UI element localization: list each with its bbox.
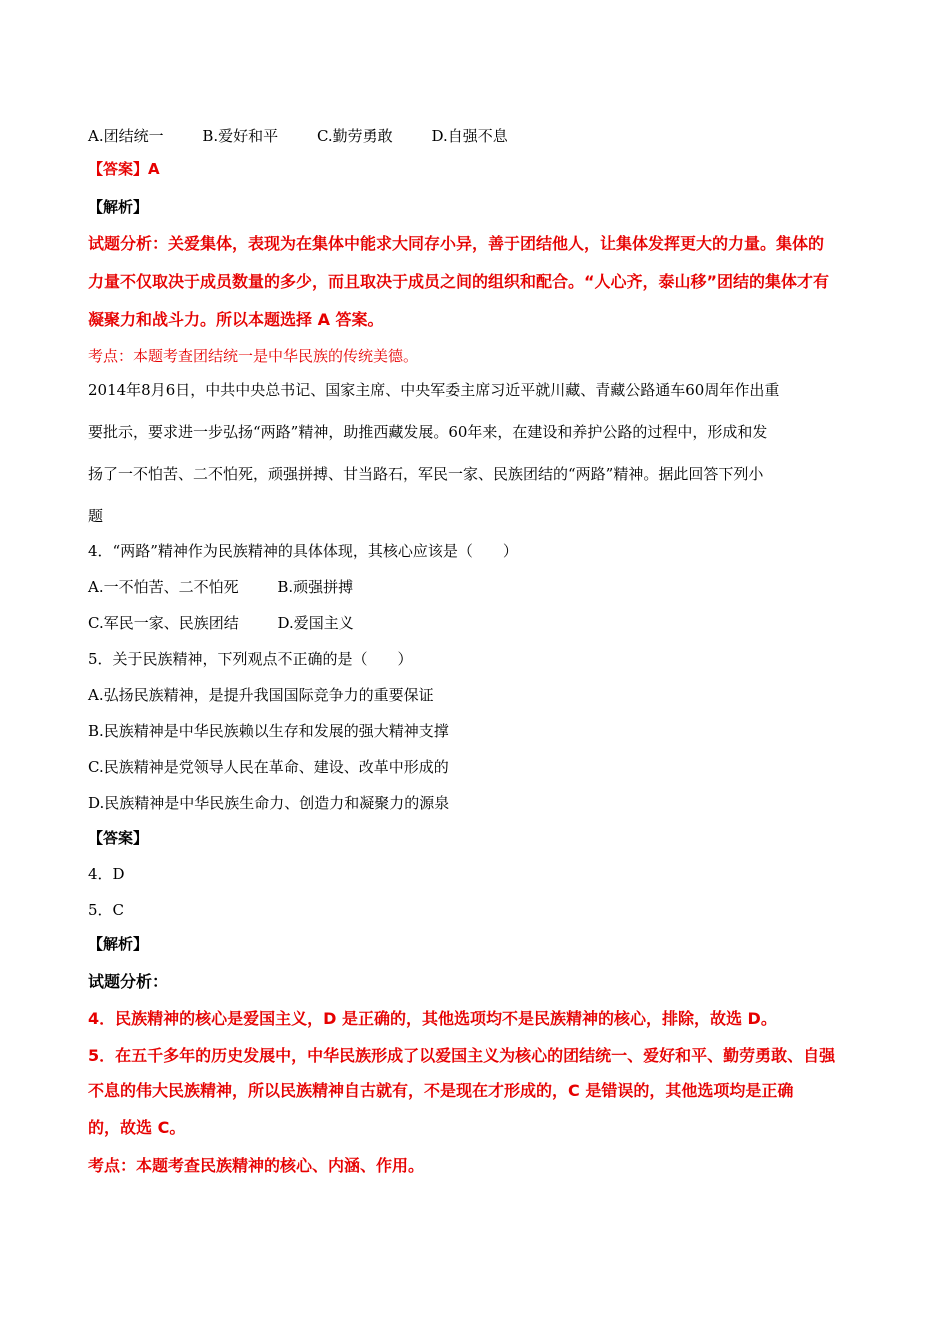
q3-option-a: A.团结统一 — [88, 127, 164, 145]
analysis2-line-3: 不息的伟大民族精神，所以民族精神自古就有，不是现在才形成的，C 是错误的，其他选项均是正确 — [88, 1081, 794, 1100]
q3-answer — [88, 159, 160, 179]
q5-option-b: B.民族精神是中华民族赖以生存和发展的强大精神支撑 — [88, 722, 449, 740]
q3-option-b: B.爱好和平 — [202, 127, 279, 145]
q5-option-c: C.民族精神是党领导人民在革命、建设、改革中形成的 — [88, 758, 449, 776]
answer-label: 【答案】 — [88, 160, 149, 178]
q4-options-row-2 — [88, 613, 354, 633]
q4-option-d: D.爱国主义 — [277, 614, 354, 632]
answers-label: 【答案】 — [88, 829, 149, 847]
passage-line-1: 2014年8月6日，中共中央总书记、国家主席、中央军委主席习近平就川藏、青藏公路通车60周年作出重 — [88, 381, 780, 399]
kaodian-1: 考点：本题考查团结统一是中华民族的传统美德。 — [88, 347, 419, 365]
analysis-line-3: 凝聚力和战斗力。所以本题选择 A 答案。 — [88, 310, 384, 329]
q4-option-a: A.一不怕苦、二不怕死 — [88, 578, 239, 596]
analysis-line-2: 力量不仅取决于成员数量的多少，而且取决于成员之间的组织和配合。“人心齐，泰山移”团结的集体才有 — [88, 272, 830, 291]
analysis-line-1: 试题分析：关爱集体，表现为在集体中能求大同存小异，善于团结他人，让集体发挥更大的力量。集体的 — [88, 234, 825, 253]
passage-line-3: 扬了一不怕苦、二不怕死，顽强拼搏、甘当路石，军民一家、民族团结的“两路”精神。据此回答下列小 — [88, 465, 764, 483]
analysis2-label: 【解析】 — [88, 935, 149, 953]
q4-option-c: C.军民一家、民族团结 — [88, 614, 239, 632]
passage-line-4: 题 — [88, 507, 104, 525]
analysis2-line-4: 的，故选 C。 — [88, 1118, 186, 1137]
q3-option-d: D.自强不息 — [431, 127, 508, 145]
q4-stem: 4．“两路”精神作为民族精神的具体体现，其核心应该是（ ） — [88, 542, 518, 560]
q3-option-c: C.勤劳勇敢 — [316, 127, 393, 145]
analysis2-line-1: 4．民族精神的核心是爱国主义，D 是正确的，其他选项均不是民族精神的核心，排除，故选 D。 — [88, 1009, 777, 1028]
q5-stem: 5．关于民族精神，下列观点不正确的是（ ） — [88, 650, 413, 668]
analysis2-line-2: 5．在五千多年的历史发展中，中华民族形成了以爱国主义为核心的团结统一、爱好和平、勤劳勇敢、自强 — [88, 1046, 836, 1065]
answer-item-4: 4．D — [88, 865, 125, 883]
q5-option-a: A.弘扬民族精神，是提升我国国际竞争力的重要保证 — [88, 686, 434, 704]
analysis-label: 【解析】 — [88, 198, 149, 216]
q3-options — [88, 126, 508, 146]
answer-value: A — [148, 160, 160, 178]
q4-options-row-1 — [88, 577, 353, 597]
q4-option-b: B.顽强拼搏 — [277, 578, 354, 596]
kaodian-2: 考点：本题考查民族精神的核心、内涵、作用。 — [88, 1156, 425, 1175]
analysis2-intro: 试题分析： — [88, 972, 169, 991]
q5-option-d: D.民族精神是中华民族生命力、创造力和凝聚力的源泉 — [88, 794, 450, 812]
passage-line-2: 要批示，要求进一步弘扬“两路”精神，助推西藏发展。60年来，在建设和养护公路的过程中，形成和发 — [88, 423, 768, 441]
answer-item-5: 5．C — [88, 901, 125, 919]
